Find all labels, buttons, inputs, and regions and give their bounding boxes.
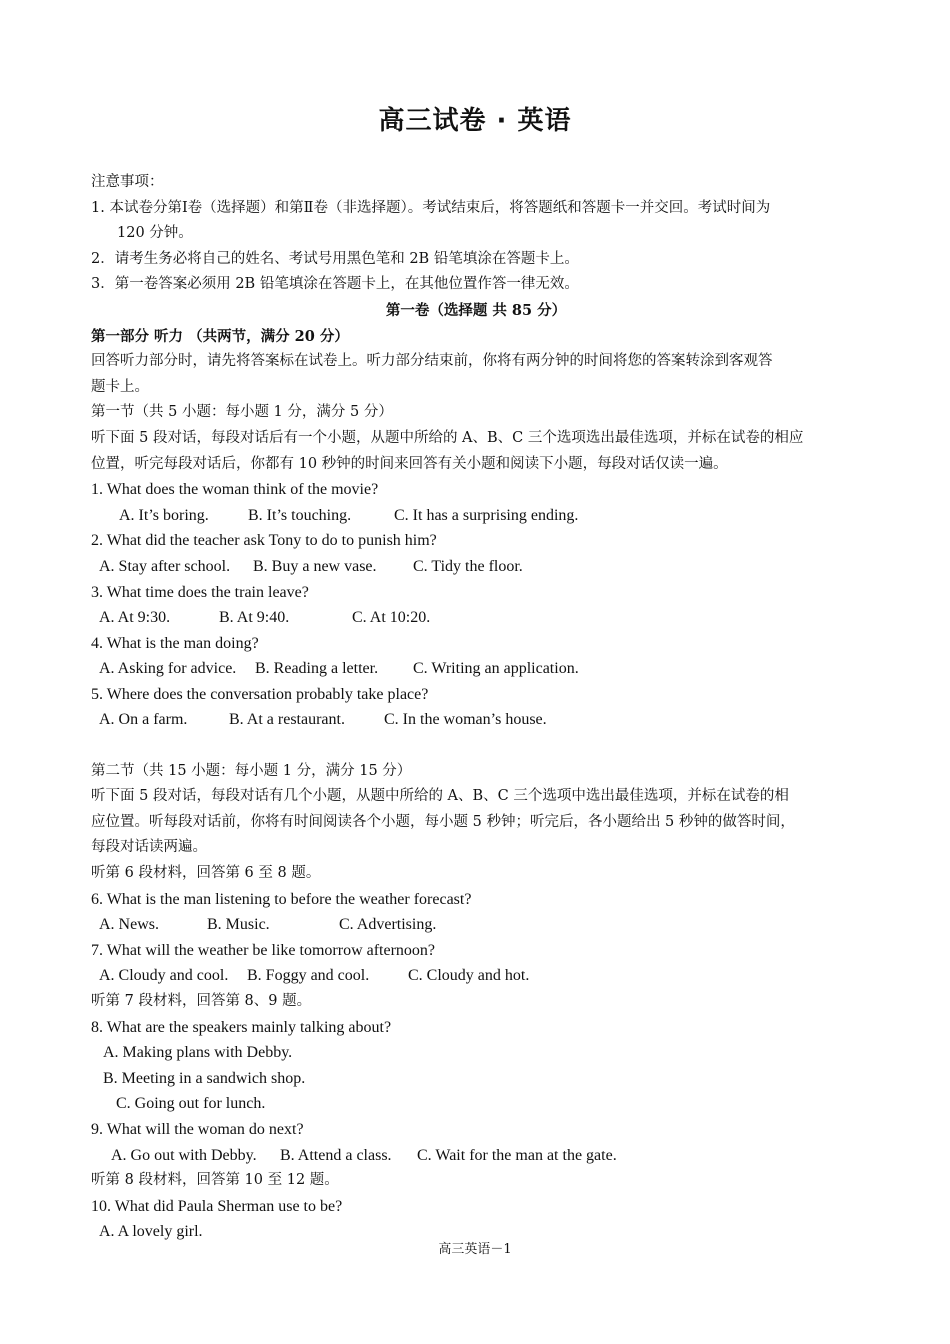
material-8-instruction: 听第 8 段材料，回答第 10 至 12 题。 [91, 1172, 339, 1189]
option-a: A. Go out with Debby. [111, 1146, 257, 1164]
question-6: 6. What is the man listening to before the weather forecast? [91, 890, 472, 908]
question-1: 1. What does the woman think of the movie? [91, 481, 379, 499]
question-8-option-c: C. Going out for lunch. [116, 1095, 266, 1113]
page-footer: 高三英语－1 [438, 1242, 512, 1257]
option-c: C. Advertising. [339, 916, 437, 934]
question-1-options [91, 503, 861, 529]
question-10-option-a: A. A lovely girl. [99, 1223, 203, 1241]
option-a: A. On a farm. [99, 711, 188, 729]
section1-intro-cont: 位置，听完每段对话后，你都有 10 秒钟的时间来回答有关小题和阅读下小题，每段对话仅读一遍。 [91, 455, 728, 472]
option-b: B. At a restaurant. [229, 711, 345, 729]
question-5-options [91, 707, 861, 733]
notice-item-1: 1. 本试卷分第Ⅰ卷（选择题）和第Ⅱ卷（非选择题）。考试结束后，将答题纸和答题卡一并交回。考试时间为 [91, 199, 771, 216]
question-4-options [91, 656, 861, 682]
option-a: A. It’s boring. [119, 506, 209, 524]
option-b: B. Foggy and cool. [247, 967, 370, 985]
option-c: C. Wait for the man at the gate. [417, 1146, 617, 1164]
option-c: C. Tidy the floor. [413, 557, 523, 575]
question-3: 3. What time does the train leave? [91, 583, 309, 601]
question-3-options [91, 605, 861, 631]
spacer [91, 733, 861, 759]
part1-intro-cont: 题卡上。 [91, 378, 149, 395]
option-c: C. In the woman’s house. [384, 711, 547, 729]
part1-intro: 回答听力部分时，请先将答案标在试卷上。听力部分结束前，你将有两分钟的时间将您的答案转涂到客观答 [91, 353, 773, 370]
question-8-option-a: A. Making plans with Debby. [103, 1044, 293, 1062]
question-8-option-b: B. Meeting in a sandwich shop. [103, 1069, 306, 1087]
question-5: 5. Where does the conversation probably take place? [91, 685, 429, 703]
option-b: B. Music. [207, 916, 270, 934]
question-8: 8. What are the speakers mainly talking about? [91, 1018, 392, 1036]
question-10: 10. What did Paula Sherman use to be? [91, 1197, 343, 1215]
section1-intro: 听下面 5 段对话，每段对话后有一个小题，从题中所给的 A、B、C 三个选项选出最佳选项，并标在试卷的相应 [91, 429, 804, 446]
question-7: 7. What will the weather be like tomorrow afternoon? [91, 941, 436, 959]
question-7-options [91, 963, 861, 989]
question-6-options [91, 912, 861, 938]
option-a: A. News. [99, 916, 159, 934]
section1-heading: 第一节（共 5 小题：每小题 1 分，满分 5 分） [91, 404, 393, 421]
option-a: A. At 9:30. [99, 609, 171, 627]
material-7-instruction: 听第 7 段材料，回答第 8、9 题。 [91, 993, 312, 1009]
section2-intro: 听下面 5 段对话，每段对话有几个小题，从题中所给的 A、B、C 三个选项中选出最佳选项，并标在试卷的相 [91, 788, 789, 805]
option-a: A. Asking for advice. [99, 660, 237, 678]
question-9: 9. What will the woman do next? [91, 1120, 304, 1138]
option-b: B. At 9:40. [219, 609, 290, 627]
section2-heading: 第二节（共 15 小题：每小题 1 分，满分 15 分） [91, 762, 412, 779]
question-2: 2. What did the teacher ask Tony to do to punish him? [91, 532, 437, 550]
notice-item-2: 2．请考生务必将自己的姓名、考试号用黑色笔和 2B 铅笔填涂在答题卡上。 [91, 250, 579, 267]
option-a: A. Stay after school. [99, 557, 231, 575]
option-b: B. It’s touching. [248, 506, 352, 524]
question-2-options [91, 554, 861, 580]
notice-heading: 注意事项： [91, 174, 164, 190]
section2-intro-cont: 应位置。听每段对话前，你将有时间阅读各个小题，每小题 5 秒钟；听完后，各小题给出 5 秒钟的做答时间， [91, 813, 795, 830]
option-c: C. At 10:20. [352, 609, 431, 627]
option-c: C. Cloudy and hot. [408, 967, 530, 985]
section2-intro-cont-2: 每段对话读两遍。 [91, 839, 207, 856]
option-c: C. Writing an application. [413, 660, 579, 678]
option-b: B. Attend a class. [280, 1146, 392, 1164]
notice-item-1-cont: 120 分钟。 [117, 225, 193, 242]
notice-item-3: 3．第一卷答案必须用 2B 铅笔填涂在答题卡上，在其他位置作答一律无效。 [91, 276, 579, 293]
volume-heading: 第一卷（选择题 共 85 分） [385, 301, 567, 319]
material-6-instruction: 听第 6 段材料，回答第 6 至 8 题。 [91, 865, 321, 882]
page-title: 高三试卷 · 英语 [378, 106, 572, 136]
option-b: B. Reading a letter. [255, 660, 379, 678]
option-c: C. It has a surprising ending. [394, 506, 579, 524]
option-a: A. Cloudy and cool. [99, 967, 229, 985]
part1-heading: 第一部分 听力 （共两节，满分 20 分） [91, 327, 349, 345]
question-9-options [91, 1143, 861, 1169]
question-4: 4. What is the man doing? [91, 634, 259, 652]
page-content [91, 170, 861, 1245]
option-b: B. Buy a new vase. [253, 557, 377, 575]
